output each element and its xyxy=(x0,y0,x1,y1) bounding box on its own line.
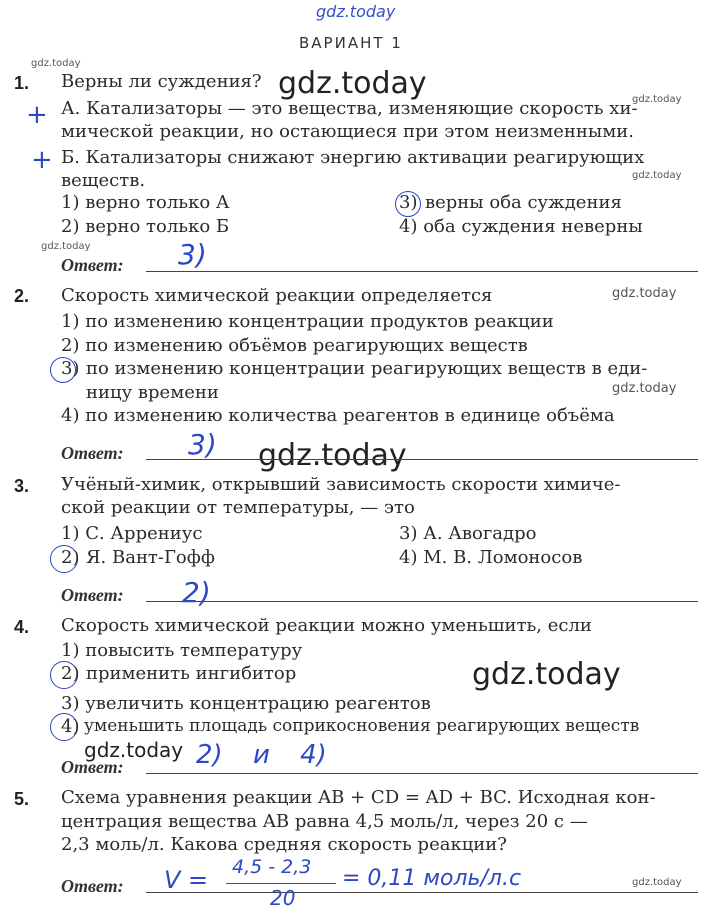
question-number: 5. xyxy=(14,789,30,809)
option: 2) верно только Б xyxy=(61,216,230,237)
watermark-medium: gdz.today xyxy=(84,738,184,762)
option-number: 2) xyxy=(61,663,80,684)
option: 1) С. Аррениус xyxy=(61,523,203,544)
answer-label: Ответ: xyxy=(61,443,124,463)
option: 4) по изменению количества реагентов в единице объёма xyxy=(61,405,615,426)
question-number: 2. xyxy=(14,286,30,306)
option: 3) А. Авогадро xyxy=(399,523,537,544)
question-text: Скорость химической реакции можно уменьшить, если xyxy=(61,615,592,636)
option-number: 2) xyxy=(61,547,80,568)
answer-label: Ответ: xyxy=(61,585,124,605)
watermark-top: gdz.today xyxy=(316,2,396,21)
watermark-small: gdz.today xyxy=(632,170,682,181)
option: применить ингибитор xyxy=(86,663,297,684)
answer-line xyxy=(146,271,698,272)
option-number: 4) xyxy=(61,716,80,737)
question-number: 4. xyxy=(14,617,30,637)
question-text: Верны ли суждения? xyxy=(61,71,262,92)
plus-mark-icon: + xyxy=(26,100,48,130)
option: 3) увеличить концентрацию реагентов xyxy=(61,693,431,714)
question-text-cont: ской реакции от температуры, — это xyxy=(61,497,415,518)
option: верны оба суждения xyxy=(425,192,622,213)
answer-label: Ответ: xyxy=(61,876,124,896)
option: 1) повысить температуру xyxy=(61,640,303,661)
handwritten-numerator: 4,5 - 2,3 xyxy=(232,856,312,878)
watermark-small: gdz.today xyxy=(632,94,682,105)
option: 2) по изменению объёмов реагирующих веществ xyxy=(61,335,528,356)
option-number: 3) xyxy=(399,192,418,213)
handwritten-answer: 3) xyxy=(178,238,207,271)
question-text-cont: 2,3 моль/л. Какова средняя скорость реакции? xyxy=(61,834,507,855)
question-number: 3. xyxy=(14,476,30,496)
question-text: Схема уравнения реакции AB + CD = AD + BC. Исходная кон- xyxy=(61,787,656,808)
option-number: 3) xyxy=(61,358,80,379)
handwritten-answer: 2) и 4) xyxy=(196,740,327,770)
watermark-medium: gdz.today xyxy=(612,286,677,301)
answer-line xyxy=(146,773,698,774)
handwritten-answer: 2) xyxy=(182,576,211,609)
option: 4) М. В. Ломоносов xyxy=(399,547,583,568)
option: по изменению концентрации реагирующих веществ в еди- xyxy=(86,358,648,379)
statement-b-cont: веществ. xyxy=(61,170,146,191)
option-cont: ницу времени xyxy=(86,382,219,403)
watermark-big: gdz.today xyxy=(472,657,621,692)
option: 1) верно только А xyxy=(61,192,230,213)
question-text: Учёный-химик, открывший зависимость скорости химиче- xyxy=(61,474,621,495)
answer-line xyxy=(146,459,698,460)
question-text: Скорость химической реакции определяется xyxy=(61,285,493,306)
answer-label: Ответ: xyxy=(61,255,124,275)
option: 4) оба суждения неверны xyxy=(399,216,643,237)
option: Я. Вант-Гофф xyxy=(86,547,215,568)
statement-b: Б. Катализаторы снижают энергию активации реагирующих xyxy=(61,147,645,168)
watermark-big: gdz.today xyxy=(278,66,427,101)
variant-heading: ВАРИАНТ 1 xyxy=(299,34,403,52)
question-text-cont: центрация вещества AB равна 4,5 моль/л, через 20 с — xyxy=(61,811,588,832)
watermark-big: gdz.today xyxy=(258,438,407,473)
statement-a-cont: мической реакции, но остающиеся при этом неизменными. xyxy=(61,121,634,142)
handwritten-denominator: 20 xyxy=(270,886,296,910)
fraction-line xyxy=(226,883,336,884)
answer-label: Ответ: xyxy=(61,757,124,777)
question-number: 1. xyxy=(14,73,30,93)
option: уменьшить площадь соприкосновения реагирующих веществ xyxy=(84,716,640,736)
option: 1) по изменению концентрации продуктов реакции xyxy=(61,311,554,332)
answer-line xyxy=(146,601,698,602)
watermark-small: gdz.today xyxy=(31,58,81,69)
answer-line xyxy=(146,892,698,893)
handwritten-answer: 3) xyxy=(188,428,217,461)
plus-mark-icon: + xyxy=(31,145,53,175)
watermark-small: gdz.today xyxy=(41,241,91,252)
statement-a: А. Катализаторы — это вещества, изменяющие скорость хи- xyxy=(61,98,638,119)
handwritten-result: = 0,11 моль/л.с xyxy=(342,866,522,891)
watermark-medium: gdz.today xyxy=(612,381,677,396)
watermark-small: gdz.today xyxy=(632,877,682,888)
handwritten-velocity-symbol: V = xyxy=(164,866,209,894)
